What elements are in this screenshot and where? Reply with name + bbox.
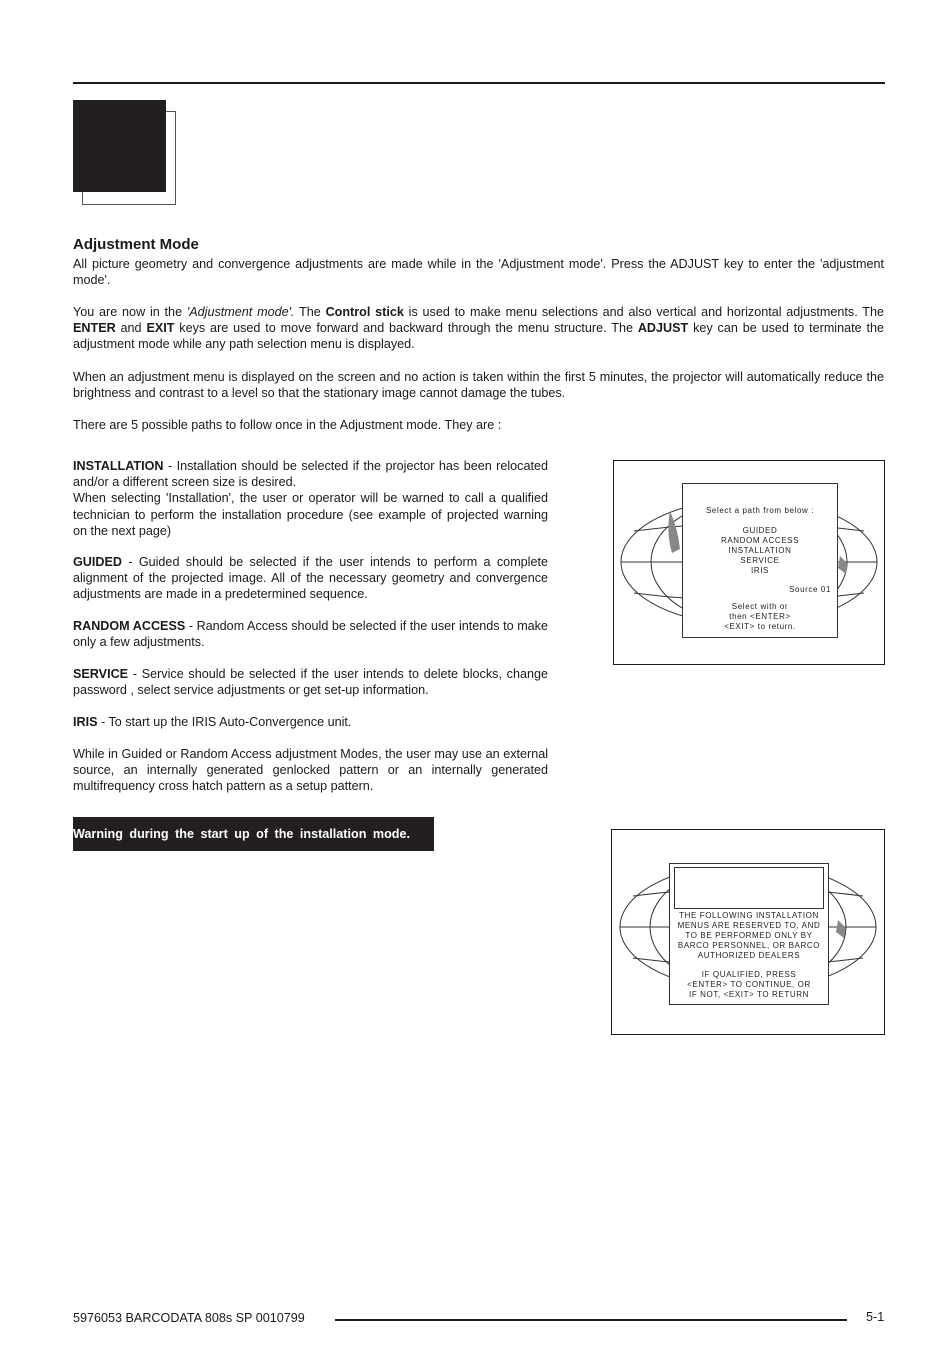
menu-option-service[interactable]: SERVICE [740,556,780,565]
warning-line: THE FOLLOWING INSTALLATION [679,911,819,920]
intro-paragraph-3: When an adjustment menu is displayed on the screen and no action is taken within the first 5 minutes, the projector will automatically reduce the brightness and contrast to a level so that the stationary image cannot damage the tubes. [73,370,884,401]
warning-heading: Warning during the start up of the installation mode. [73,817,434,851]
installation-note: When selecting 'Installation', the user or operator will be warned to call a qualified technician to perform the installation procedure (see example of projected warning on the next page) [73,491,548,538]
menu-option-installation[interactable]: INSTALLATION [728,546,792,555]
warning-title-box [674,867,824,909]
menu-prompt: Select a path from below : [705,506,815,515]
footer-rule [335,1319,847,1321]
external-source-note: While in Guided or Random Access adjustment Modes, the user may use an external source, an internally generated genlocked pattern or an internally generated multifrequency cross hatch pattern as a setup pattern. [73,747,548,794]
warning-line: AUTHORIZED DEALERS [697,951,801,960]
page-number: 5-1 [866,1310,885,1324]
warning-panel [669,863,829,1005]
menu-help-line-2: then <ENTER> [729,612,791,621]
warning-line: TO BE PERFORMED ONLY BY [685,931,813,940]
menu-option-iris[interactable]: IRIS [751,566,769,575]
header-rule [73,82,885,84]
warning-line: BARCO PERSONNEL, OR BARCO [677,941,821,950]
warning-line: IF QUALIFIED, PRESS [701,970,797,979]
menu-option-guided[interactable]: GUIDED [742,526,778,535]
source-indicator: Source 01 [789,585,831,594]
path-menu-panel [682,483,838,638]
path-random-access: RANDOM ACCESS - Random Access should be selected if the user intends to make only a few adjustments. [73,619,548,650]
intro-paragraph-2: You are now in the 'Adjustment mode'. The Control stick is used to make menu selections and also vertical and horizontal adjustments. The ENTER and EXIT keys are used to move forward and backward through the menu structure. The ADJUST key can be used to terminate the adjustment mode while any path selection menu is displayed. [73,305,884,352]
warning-line: IF NOT, <EXIT> TO RETURN [689,990,809,999]
path-menu-screen [613,460,885,665]
warning-line: <ENTER> TO CONTINUE, OR [687,980,811,989]
intro-paragraph-1: All picture geometry and convergence adjustments are made while in the 'Adjustment mode'. Press the ADJUST key to enter the 'adjustment mode'. [73,257,884,288]
intro-paragraph-4: There are 5 possible paths to follow once in the Adjustment mode. They are : [73,418,502,432]
path-guided: GUIDED - Guided should be selected if the user intends to perform a complete alignment of the projected image. All of the necessary geometry and convergence adjustments are made in a predetermined sequence. [73,555,548,602]
installation-warning-screen [611,829,885,1035]
menu-option-random-access[interactable]: RANDOM ACCESS [720,536,800,545]
menu-help-line-3: <EXIT> to return. [724,622,796,631]
warning-line: MENUS ARE RESERVED TO, AND [677,921,821,930]
document-reference: 5976053 BARCODATA 808s SP 0010799 [73,1311,305,1325]
chapter-tab [73,100,166,192]
path-service: SERVICE - Service should be selected if the user intends to delete blocks, change password , select service adjustments or get set-up information. [73,667,548,698]
path-installation: INSTALLATION - Installation should be selected if the projector has been relocated and/or a different screen size is desired. When selecting 'Installation', the user or operator will be warned to call a qualified technician to perform the installation procedure (see example of projected warning on the next page) [73,459,548,538]
section-title: Adjustment Mode [73,236,199,253]
path-iris: IRIS - To start up the IRIS Auto-Convergence unit. [73,715,352,729]
menu-help-line-1: Select with or [731,602,789,611]
